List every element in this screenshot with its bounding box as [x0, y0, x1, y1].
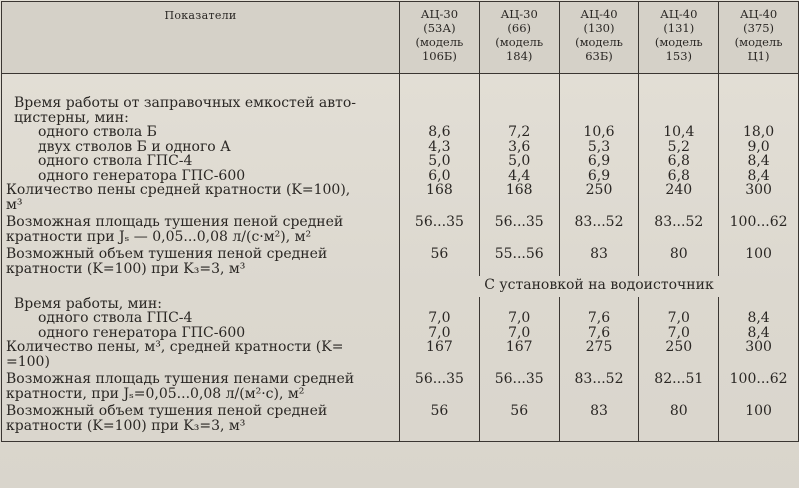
cell: 8,4	[719, 154, 799, 169]
cell: 168	[400, 183, 480, 212]
col-2-code: 184)	[505, 49, 533, 63]
cell: 7,2	[479, 125, 559, 140]
cell: 275	[559, 340, 639, 369]
col-2-model: АЦ-30	[500, 7, 538, 21]
row-label: Время работы, мин:	[2, 297, 400, 312]
cell: 5,0	[479, 154, 559, 169]
cell: 168	[479, 183, 559, 212]
col-3-model: АЦ-40	[580, 7, 618, 21]
header-col-1	[400, 2, 480, 74]
table-row	[2, 183, 799, 212]
cell: 56	[400, 244, 480, 276]
header-col-4	[639, 2, 719, 74]
col-3-code: 63Б)	[585, 49, 613, 63]
col-3-chassis: (130)	[583, 21, 615, 35]
cell: 7,0	[400, 326, 480, 341]
cell: 56	[400, 401, 480, 442]
cell: 300	[719, 340, 799, 369]
cell: 7,0	[479, 326, 559, 341]
cell: 8,4	[719, 311, 799, 326]
cell: 56...35	[400, 212, 480, 244]
cell: 83...52	[559, 369, 639, 401]
cell: 167	[400, 340, 480, 369]
col-4-code: 153)	[665, 49, 692, 63]
col-5-chassis: (375)	[743, 21, 775, 35]
cell: 6,0	[400, 169, 480, 184]
row-label: одного ствола ГПС-4	[2, 311, 400, 326]
cell: 7,0	[639, 326, 719, 341]
row-label: двух стволов Б и одного А	[2, 140, 400, 155]
cell: 8,4	[719, 169, 799, 184]
col-1-variant: (модель	[415, 35, 464, 49]
col-3-variant: (модель	[575, 35, 623, 49]
col-2-chassis: (66)	[507, 21, 531, 35]
cell: 167	[479, 340, 559, 369]
row-label: одного ствола ГПС-4	[2, 154, 400, 169]
header-indicator: Показатели	[2, 2, 400, 74]
spacer-row	[2, 74, 799, 97]
table-row	[2, 326, 799, 341]
cell: 55...56	[479, 244, 559, 276]
col-1-model: АЦ-30	[420, 7, 459, 21]
cell: 240	[639, 183, 719, 212]
cell: 10,6	[559, 125, 639, 140]
specs-table	[1, 1, 799, 442]
col-5-variant: (модель	[734, 35, 783, 49]
cell: 5,2	[639, 140, 719, 155]
col-1-chassis: (53А)	[423, 21, 456, 35]
header-col-3	[559, 2, 639, 74]
col-2-variant: (модель	[495, 35, 544, 49]
header-col-2	[479, 2, 559, 74]
table-row	[2, 212, 799, 244]
cell: 7,0	[479, 311, 559, 326]
table-row	[2, 340, 799, 369]
cell: 7,6	[559, 311, 639, 326]
table-row	[2, 369, 799, 401]
row-label: Количество пены средней кратности (K=100), м³	[2, 183, 400, 212]
row-label: Время работы от заправочных емкостей авто- цистерны, мин:	[2, 96, 400, 125]
cell: 6,8	[639, 154, 719, 169]
table-row	[2, 96, 799, 125]
cell: 4,3	[400, 140, 480, 155]
cell: 3,6	[479, 140, 559, 155]
cell: 56...35	[479, 369, 559, 401]
cell: 83	[559, 244, 639, 276]
cell: 83...52	[639, 212, 719, 244]
cell: 100	[719, 244, 799, 276]
cell: 10,4	[639, 125, 719, 140]
cell: 300	[719, 183, 799, 212]
mode-row	[2, 276, 799, 297]
cell: 82...51	[639, 369, 719, 401]
cell: 100...62	[719, 212, 799, 244]
cell: 6,9	[559, 154, 639, 169]
cell: 8,4	[719, 326, 799, 341]
row-label: одного генератора ГПС-600	[2, 326, 400, 341]
cell: 18,0	[719, 125, 799, 140]
cell: 80	[639, 244, 719, 276]
cell: 5,3	[559, 140, 639, 155]
cell: 56...35	[479, 212, 559, 244]
table-row	[2, 140, 799, 155]
row-label: Возможный объем тушения пеной средней кратности (K=100) при K₃=3, м³	[2, 401, 400, 442]
table-row	[2, 125, 799, 140]
table-row	[2, 401, 799, 442]
mode-label: С установкой на водоисточник	[400, 276, 799, 297]
cell: 4,4	[479, 169, 559, 184]
cell: 7,0	[639, 311, 719, 326]
table-row	[2, 169, 799, 184]
col-4-chassis: (131)	[663, 21, 695, 35]
cell: 9,0	[719, 140, 799, 155]
header-row	[2, 2, 799, 74]
cell: 56	[479, 401, 559, 442]
table-row	[2, 154, 799, 169]
col-5-model: АЦ-40	[739, 7, 778, 21]
row-label: одного генератора ГПС-600	[2, 169, 400, 184]
cell: 250	[559, 183, 639, 212]
col-1-code: 106Б)	[421, 49, 457, 63]
row-label: одного ствола Б	[2, 125, 400, 140]
col-5-code: Ц1)	[747, 49, 770, 63]
cell: 80	[639, 401, 719, 442]
row-label: Возможный объем тушения пеной средней кратности (K=100) при K₃=3, м³	[2, 244, 400, 276]
cell: 100...62	[719, 369, 799, 401]
col-4-model: АЦ-40	[660, 7, 698, 21]
cell: 8,6	[400, 125, 480, 140]
table-row	[2, 297, 799, 312]
header-col-5	[719, 2, 799, 74]
cell: 7,6	[559, 326, 639, 341]
cell: 7,0	[400, 311, 480, 326]
cell: 5,0	[400, 154, 480, 169]
cell: 250	[639, 340, 719, 369]
cell: 83	[559, 401, 639, 442]
table-row	[2, 244, 799, 276]
row-label: Возможная площадь тушения пеной средней кратности при Jₛ — 0,05...0,08 л/(с·м²), м²	[2, 212, 400, 244]
cell: 83...52	[559, 212, 639, 244]
col-4-variant: (модель	[654, 35, 703, 49]
cell: 6,8	[639, 169, 719, 184]
cell: 6,9	[559, 169, 639, 184]
cell: 56...35	[400, 369, 480, 401]
row-label: Количество пены, м³, средней кратности (K= =100)	[2, 340, 400, 369]
cell: 100	[719, 401, 799, 442]
table-row	[2, 311, 799, 326]
row-label: Возможная площадь тушения пенами средней кратности, при Jₛ=0,05...0,08 л/(м²·с), м²	[2, 369, 400, 401]
